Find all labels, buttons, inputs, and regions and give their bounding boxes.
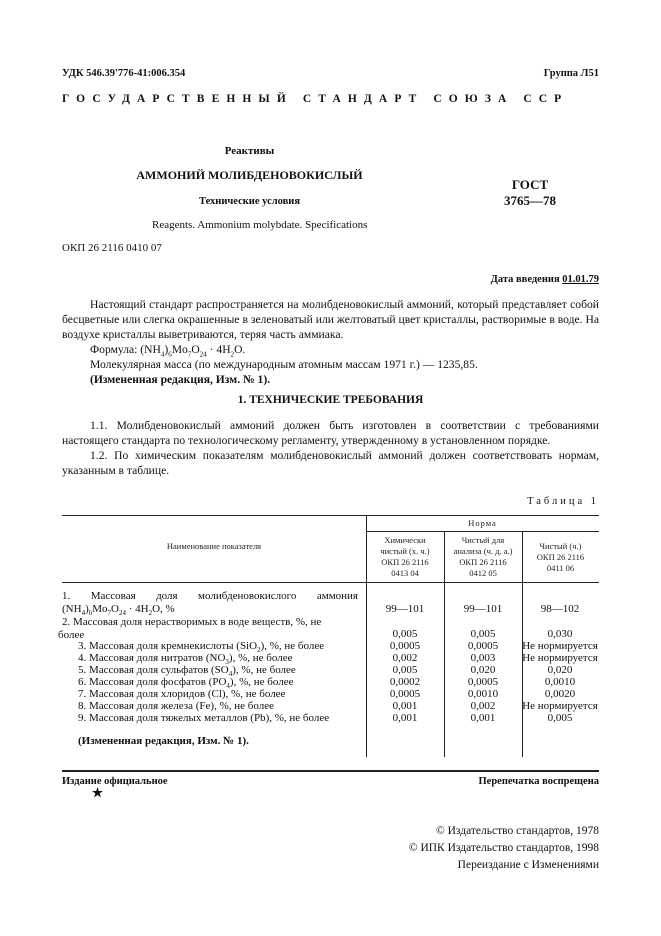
col3-line2: ОКП 26 2116 [536, 552, 585, 562]
introduction-date-value: 01.01.79 [562, 274, 599, 285]
col2-line3: ОКП 26 2116 [459, 557, 507, 567]
table-row-8-col3: Не нормируется [522, 700, 598, 712]
table-row-6-col1: 0,0002 [389, 676, 421, 688]
table-row-6-label: 6. Массовая доля фосфатов [78, 676, 206, 688]
table-row-7-col2: 0,0010 [467, 688, 499, 700]
table-row-6-name: 6. Массовая доля фосфатов $(PO_4)$, %, не более [78, 676, 294, 691]
table-row-4-col1: 0,002 [392, 652, 418, 664]
table-row-3-name: 3. Массовая доля кремнекислоты (SiO$_2$), %, не более [78, 640, 325, 655]
col1-line1: Химически [384, 535, 426, 545]
table-row-8-col2: 0,002 [470, 700, 496, 712]
table-label: Таблица 1 [527, 496, 599, 507]
okp-code: ОКП 26 2116 0410 07 [62, 242, 162, 254]
norm-header-rule [366, 531, 599, 532]
header-col-pure [522, 541, 599, 574]
footer-rule [62, 770, 599, 772]
document-subtitle: Технические условия [198, 196, 301, 207]
table-row-2-col1: 0,005 [392, 628, 418, 640]
table-row-2-name-line2: более [58, 629, 85, 641]
table-header-bottom-rule [62, 582, 599, 583]
table-row-5-col1: 0,005 [392, 664, 418, 676]
table-row-9-col1: 0,001 [392, 712, 418, 724]
table-row-2-col2: 0,005 [470, 628, 496, 640]
table-row-5-name: 5. Массовая доля сульфатов $(SO_4)$, %, не более [78, 664, 296, 679]
table-row-1-name: 1. Массовая доля молибденовокислого аммония [62, 590, 358, 602]
table-row-1-col3: 98—102 [540, 603, 580, 615]
table-row-7-name: 7. Массовая доля хлоридов (Cl), %, не более [78, 688, 286, 700]
formula-label: Формула: [90, 343, 138, 356]
introduction-date-label: Дата введения [490, 274, 560, 285]
copyright-1998: © ИПК Издательство стандартов, 1998 [408, 842, 599, 854]
english-title: Reagents. Ammonium molybdate. Specifications [152, 219, 368, 231]
category-label: Реактивы [224, 145, 275, 157]
col2-line1: Чистый для [461, 535, 505, 545]
table-row-6-col3: 0,0010 [544, 676, 576, 688]
table-row-4-col3: Не нормируется [522, 652, 598, 664]
table-row-4-name: 4. Массовая доля нитратов $(NO_3)$, %, не более [78, 652, 293, 667]
group-code: Группа Л51 [543, 68, 599, 79]
document-title: АММОНИЙ МОЛИБДЕНОВОКИСЛЫЙ [136, 168, 363, 182]
col1-line4: 0413 04 [391, 568, 419, 578]
header-col-analytical-grade [444, 535, 522, 579]
table-row-5-col3: 0,020 [547, 664, 573, 676]
col3-line3: 0411 06 [546, 563, 575, 573]
chemical-formula: $(NH_4)_6Mo_7O_{24} \cdot 4H_2O$. [140, 343, 246, 359]
table-row-3-label: 3. Массовая доля кремнекислоты [78, 640, 234, 652]
official-edition: Издание официальное [62, 776, 168, 787]
table-row-2-name-line1: 2. Массовая доля нерастворимых в воде веществ, %, не [62, 616, 322, 628]
table-row-4-col2: 0,003 [470, 652, 496, 664]
col2-line4: 0412 05 [469, 568, 497, 578]
table-row-9-col2: 0,001 [470, 712, 496, 724]
table-row-2-col3: 0,030 [547, 628, 573, 640]
molar-mass: Молекулярная масса (по международным атомным массам 1971 г.) — 1235,85. [90, 358, 478, 371]
udk-code: УДК 546.39'776-41:006.354 [62, 68, 186, 79]
section-heading: 1. ТЕХНИЧЕСКИЕ ТРЕБОВАНИЯ [237, 394, 424, 406]
table-row-3-col3: Не нормируется [522, 640, 598, 652]
table-top-rule [62, 515, 599, 516]
reissue-note: Переиздание с Изменениями [457, 859, 599, 871]
table-row-3-col2: 0,0005 [467, 640, 499, 652]
gost-label: ГОСТ [511, 177, 549, 192]
col1-line3: ОКП 26 2116 [381, 557, 429, 567]
clause-1-2: 1.2. По химическим показателям молибденовокислый аммоний должен соответствовать нормам, указанным в таблице. [62, 449, 599, 477]
col1-line2: чистый (х. ч.) [380, 546, 430, 556]
table-row-5-label: 5. Массовая доля сульфатов [78, 664, 209, 676]
table-amendment: (Измененная редакция, Изм. № 1). [78, 735, 249, 747]
table-row-9-col3: 0,005 [547, 712, 573, 724]
header-col-chemically-pure [366, 535, 444, 579]
table-row-9-name: 9. Массовая доля тяжелых металлов (Pb), %, не более [78, 712, 330, 724]
intro-amendment: (Измененная редакция, Изм. № 1). [90, 373, 271, 386]
introduction-date [491, 274, 599, 285]
table-row-4-label: 4. Массовая доля нитратов [78, 652, 204, 664]
table-row-2-name [58, 616, 362, 642]
col2-line2: анализа (ч. д. а.) [453, 546, 513, 556]
gost-number: 3765—78 [504, 193, 556, 208]
table-row-7-col3: 0,0020 [544, 688, 576, 700]
table-row-1-col1: 99—101 [385, 603, 425, 615]
table-row-3-col1: 0,0005 [389, 640, 421, 652]
clause-1-1: 1.1. Молибденовокислый аммоний должен быть изготовлен в соответствии с требованиями настоящего стандарта по технологическому регламенту, утвержденному в установленном порядке. [62, 419, 599, 447]
reprint-prohibited: Перепечатка воспрещена [478, 776, 599, 787]
header-norm: Норма [468, 518, 497, 528]
gost-number-block [470, 177, 590, 209]
header-indicator-name: Наименование показателя [166, 541, 262, 551]
table-row-5-col2: 0,020 [470, 664, 496, 676]
star-icon [92, 787, 103, 802]
intro-paragraph: Настоящий стандарт распространяется на молибденовокислый аммоний, который представляет собой бесцветные или слегка окрашенные в зеленоватый или желтоватый цвет кристаллы, растворимые в воде. На воздухе кристаллы выветриваются, теряя часть аммиака. [62, 298, 599, 341]
table-row-7-col1: 0,0005 [389, 688, 421, 700]
table-row-1-formula: $(NH_4)_6Mo_7O_{24} \cdot 4H_2O$, % [62, 603, 175, 618]
copyright-1978: © Издательство стандартов, 1978 [435, 825, 599, 837]
table-row-1-col2: 99—101 [463, 603, 503, 615]
table-row-8-name: 8. Массовая доля железа (Fe), %, не более [78, 700, 274, 712]
state-standard-banner: ГОСУДАРСТВЕННЫЙ СТАНДАРТ СОЮЗА ССР [62, 93, 569, 105]
col3-line1: Чистый (ч.) [539, 541, 582, 551]
table-row-6-col2: 0,0005 [467, 676, 499, 688]
table-row-8-col1: 0,001 [392, 700, 418, 712]
